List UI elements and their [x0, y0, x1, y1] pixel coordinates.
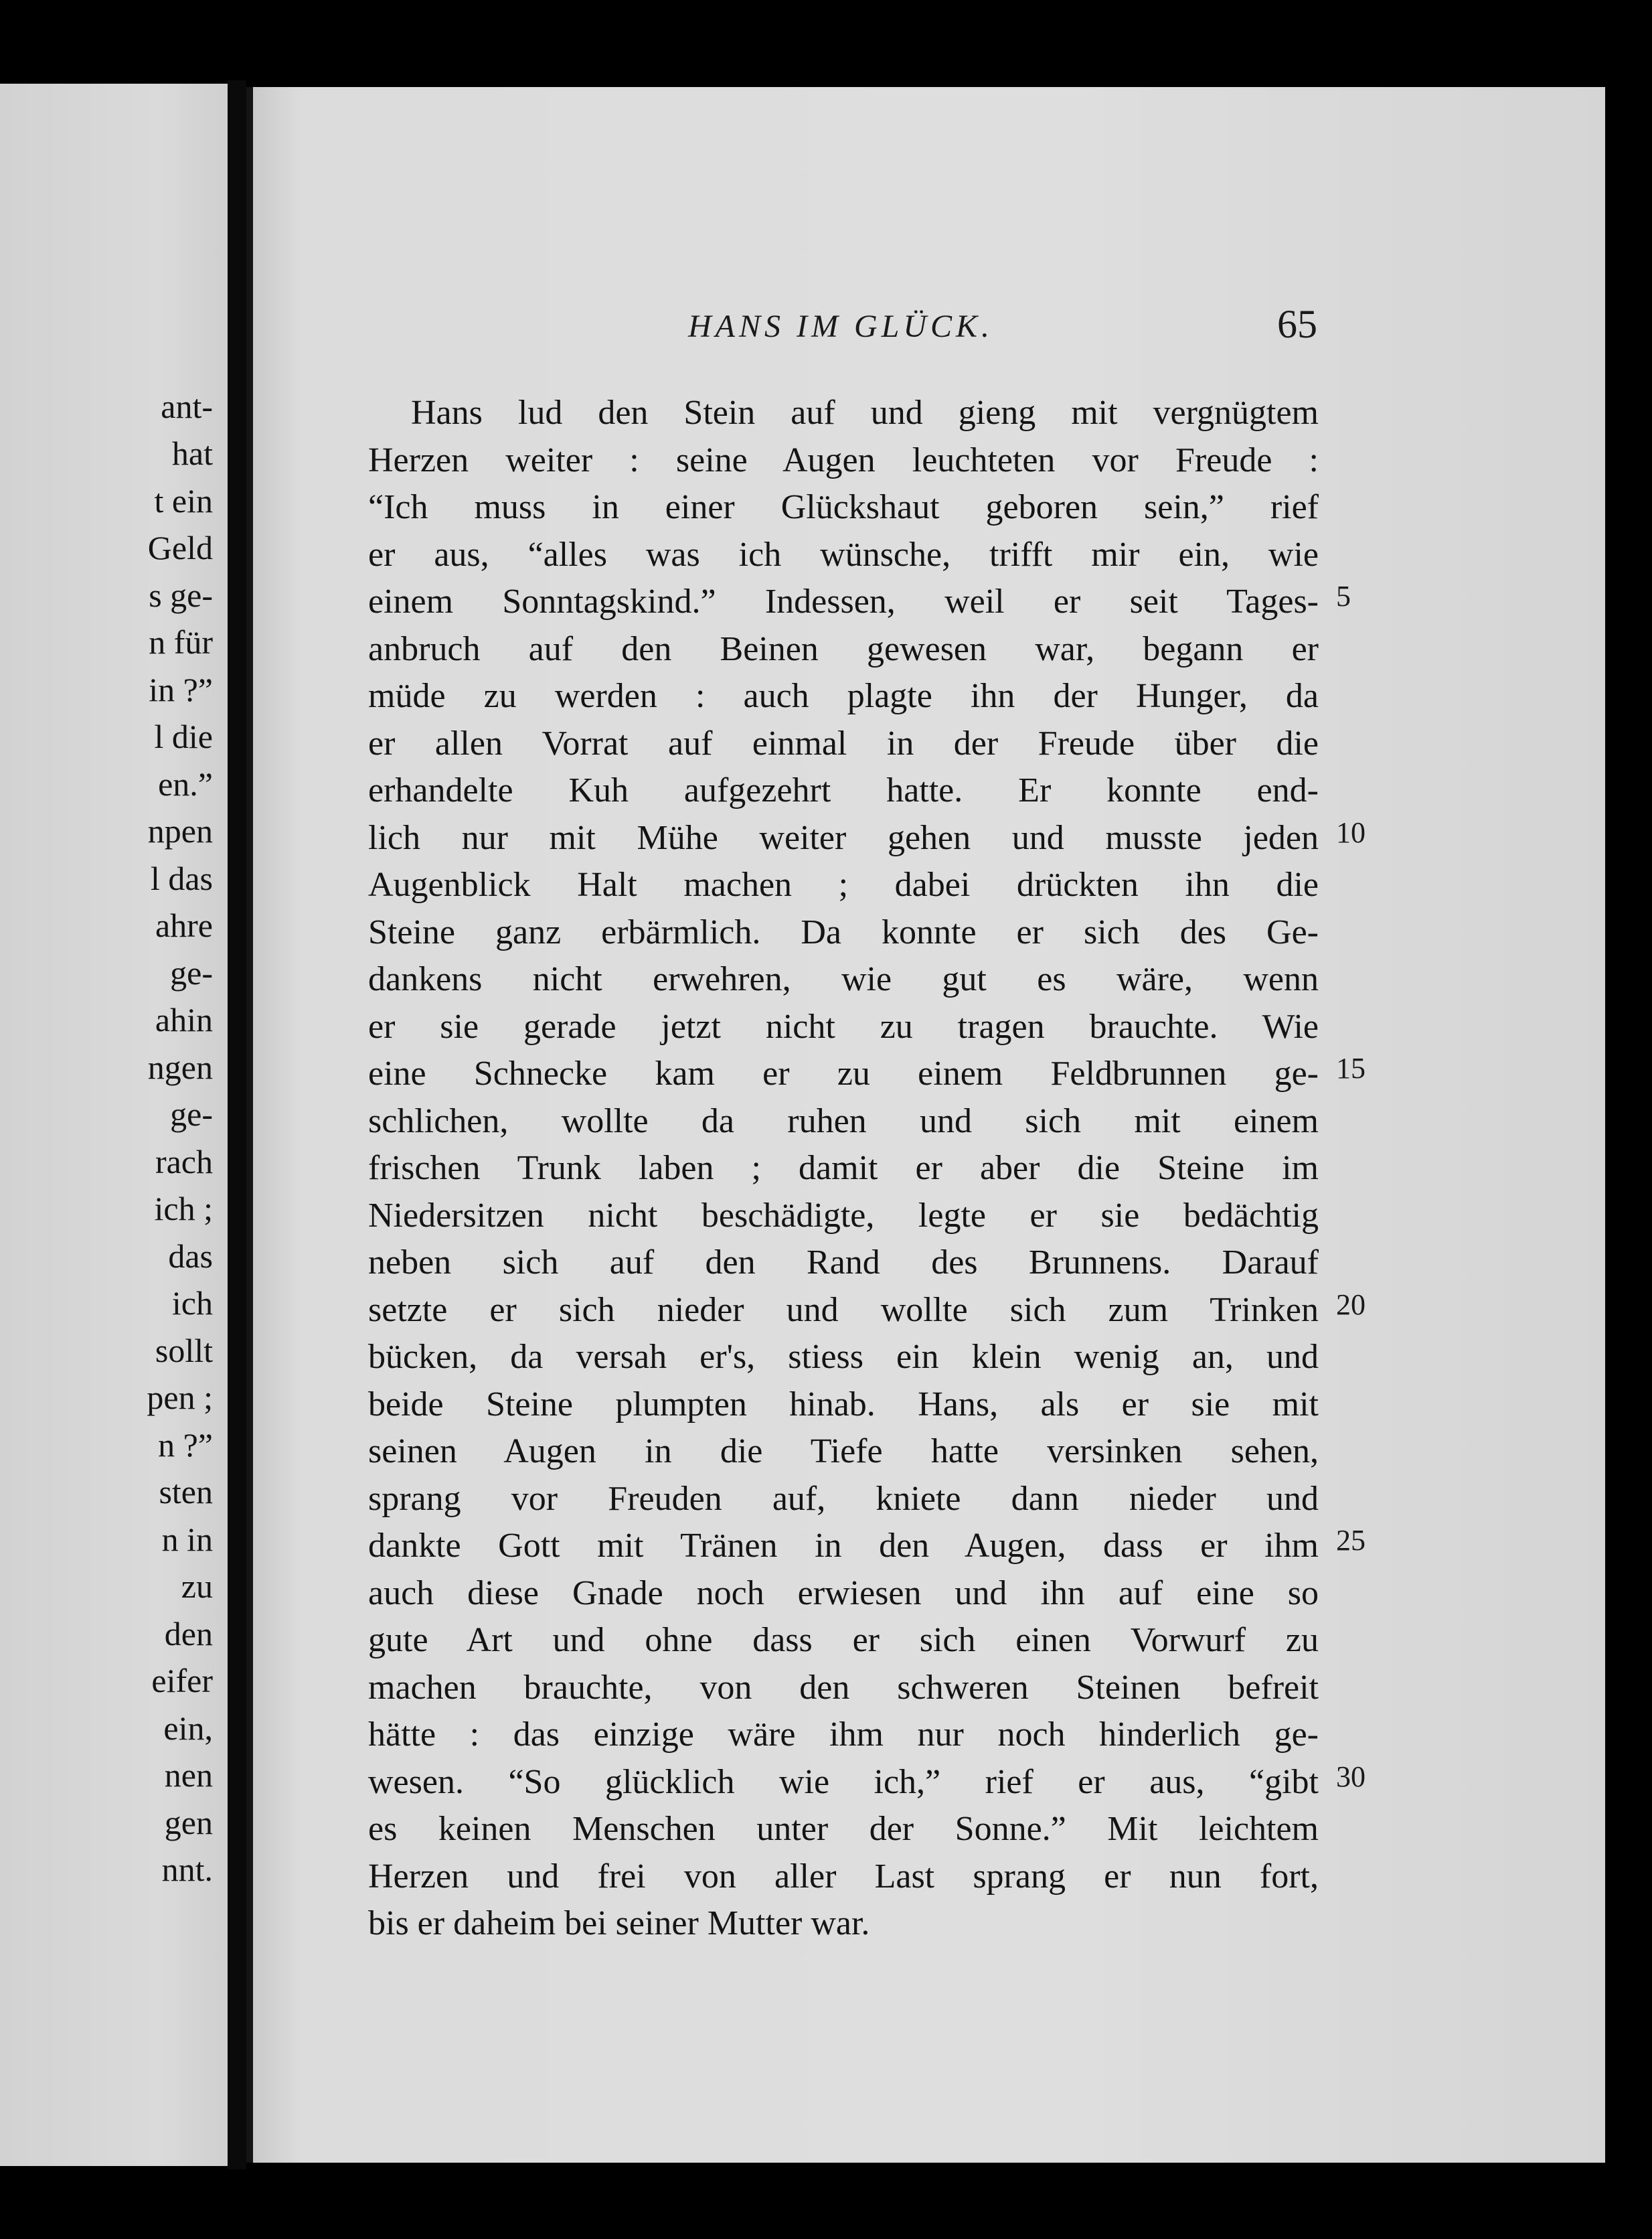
left-line-fragment: hat	[171, 435, 213, 472]
text-line: bücken, da versah er's, stiess ein klein wenig an, und	[368, 1338, 1319, 1376]
left-line-fragment: gen	[164, 1804, 213, 1841]
left-line-fragment: n ?”	[158, 1426, 213, 1464]
text-line: erhandelte Kuh aufgezehrt hatte. Er konnte end-	[368, 771, 1319, 809]
left-line-fragment: ein,	[163, 1709, 213, 1747]
line-number: 20	[1336, 1288, 1366, 1321]
text-line: auch diese Gnade noch erwiesen und ihn auf eine so	[368, 1573, 1319, 1612]
body-text	[368, 390, 1319, 1948]
text-line: Steine ganz erbärmlich. Da konnte er sich des Ge-	[368, 913, 1319, 951]
left-line-fragment: en.”	[158, 765, 213, 803]
page-number: 65	[1277, 302, 1317, 346]
left-line-fragment: l das	[150, 860, 213, 897]
left-line-fragment: ahre	[155, 907, 213, 944]
text-line: hätte : das einzige wäre ihm nur noch hinderlich ge-	[368, 1715, 1319, 1754]
text-line: Herzen und frei von aller Last sprang er nun fort,	[368, 1857, 1319, 1896]
text-line: eine Schnecke kam er zu einem Feldbrunnen ge-	[368, 1055, 1319, 1093]
left-line-fragment: nen	[164, 1756, 213, 1794]
text-line: neben sich auf den Rand des Brunnens. Darauf	[368, 1243, 1319, 1282]
text-line: er aus, “alles was ich wünsche, trifft mir ein, wie	[368, 535, 1319, 574]
left-line-fragment: den	[164, 1615, 213, 1652]
line-number: 15	[1336, 1052, 1366, 1085]
running-head-title: HANS IM GLÜCK.	[688, 309, 994, 344]
left-line-fragment: n für	[149, 623, 213, 661]
left-line-fragment: ge-	[170, 1095, 213, 1133]
left-line-fragment: ge-	[170, 954, 213, 992]
text-line: Augenblick Halt machen ; dabei drückten ihn die	[368, 866, 1319, 904]
left-line-fragment: ahin	[155, 1001, 213, 1038]
line-number: 25	[1336, 1524, 1366, 1557]
line-number: 5	[1336, 580, 1351, 613]
text-line: seinen Augen in die Tiefe hatte versinken sehen,	[368, 1432, 1319, 1470]
text-line: schlichen, wollte da ruhen und sich mit einem	[368, 1101, 1319, 1140]
left-line-fragment: sollt	[155, 1332, 213, 1369]
book-gutter	[228, 80, 246, 2169]
left-line-fragment: rach	[155, 1143, 213, 1180]
text-line: er allen Vorrat auf einmal in der Freude über die	[368, 724, 1319, 763]
book-page-65	[246, 87, 1605, 2163]
page-fold-line	[246, 87, 253, 2163]
text-line: setzte er sich nieder und wollte sich zum Trinken	[368, 1290, 1319, 1329]
text-line: lich nur mit Mühe weiter gehen und musste jeden	[368, 818, 1319, 857]
text-line: es keinen Menschen unter der Sonne.” Mit leichtem	[368, 1810, 1319, 1848]
text-line: gute Art und ohne dass er sich einen Vorwurf zu	[368, 1621, 1319, 1659]
left-line-fragment: das	[168, 1237, 213, 1275]
left-line-fragment: n in	[161, 1521, 213, 1558]
left-line-fragment: ich ;	[154, 1190, 213, 1227]
text-line: dankens nicht erwehren, wie gut es wäre, wenn	[368, 960, 1319, 998]
text-line: bis er daheim bei seiner Mutter war.	[368, 1904, 870, 1942]
text-line: sprang vor Freuden auf, kniete dann nieder und	[368, 1479, 1319, 1518]
text-line: “Ich muss in einer Glückshaut geboren sein,” rief	[368, 488, 1319, 526]
text-line: Niedersitzen nicht beschädigte, legte er sie bedächtig	[368, 1196, 1319, 1235]
left-line-fragment: ant-	[161, 388, 213, 425]
left-line-fragment: zu	[181, 1567, 213, 1605]
left-line-fragment: eifer	[151, 1662, 213, 1699]
left-line-fragment: Geld	[147, 529, 213, 566]
text-line: er sie gerade jetzt nicht zu tragen brauchte. Wie	[368, 1007, 1319, 1046]
left-line-fragment: l die	[154, 718, 213, 755]
text-line: frischen Trunk laben ; damit er aber die Steine im	[368, 1149, 1319, 1187]
left-line-fragment: pen ;	[147, 1379, 213, 1416]
left-line-fragment: in ?”	[149, 671, 213, 708]
text-line: wesen. “So glücklich wie ich,” rief er aus, “gibt	[368, 1762, 1319, 1801]
left-line-fragment: sten	[159, 1473, 213, 1511]
text-line: Hans lud den Stein auf und gieng mit vergnügtem	[411, 394, 1319, 432]
left-line-fragment: t ein	[154, 482, 213, 520]
text-line: beide Steine plumpten hinab. Hans, als er sie mit	[368, 1385, 1319, 1423]
left-line-fragment: npen	[147, 812, 213, 850]
text-line: Herzen weiter : seine Augen leuchteten vor Freude :	[368, 441, 1319, 479]
left-line-fragment: ngen	[147, 1049, 213, 1086]
text-line: einem Sonntagskind.” Indessen, weil er seit Tages-	[368, 583, 1319, 621]
line-number: 30	[1336, 1760, 1366, 1793]
text-line: müde zu werden : auch plagte ihn der Hunger, da	[368, 677, 1319, 715]
left-line-fragment: ich	[171, 1284, 213, 1322]
previous-page-fragment	[0, 84, 228, 2166]
left-line-fragment: s ge-	[149, 576, 213, 614]
text-line: anbruch auf den Beinen gewesen war, begann er	[368, 629, 1319, 668]
text-line: machen brauchte, von den schweren Steinen befreit	[368, 1668, 1319, 1707]
left-line-fragment: nnt.	[161, 1851, 213, 1888]
text-line: dankte Gott mit Tränen in den Augen, dass er ihm	[368, 1527, 1319, 1565]
line-number: 10	[1336, 816, 1366, 849]
